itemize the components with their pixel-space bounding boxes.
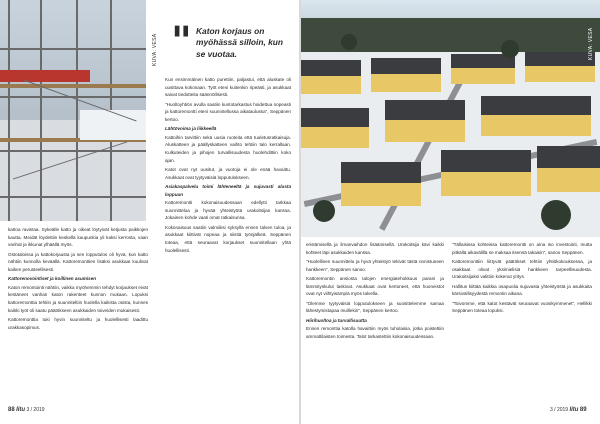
footer-left: [8, 407, 45, 413]
subheading: Hiirihuoltoa ja turvallisuutta: [306, 317, 367, 323]
paragraph: Kattoremontin ansiosta talojen energiatehokkuus parani ja lämmityskulut laskivat. Asukkaat ovat kertoneet, että huoneistot ovat nyt viihtyisämpiä myös talvella.: [306, 276, 444, 297]
pull-quote: Katon korjaus on myöhässä silloin, kun se vuotaa.: [196, 26, 284, 59]
paragraph: Hallitus kiittää kaikkia osapuolia sujuvasta yhteistyöstä ja asukkaita kärsivällisyydestä remontin aikana.: [452, 283, 592, 297]
paragraph: Ennen remonttia katolla havaittiin myös tuholaisia, jotka poistettiin ammattilaisten toimesta. Talot tarkastettiin kokonaisuudessaan.: [306, 325, 444, 339]
paragraph: "Olemme tyytyväisiä lopputulokseen ja suosittelemme samaa lähestymistapaa muillekin", Seppänen kertoo.: [306, 300, 444, 314]
paragraph: Katot ovat nyt uusitut, ja vuotoja ei ole enää havaittu. Asukkaat ovat tyytyväisiä lopputulokseen.: [165, 167, 291, 180]
paragraph: kattoa ravistaa. Sykeälle katto ja oikeat löytyivät ketjusta paikkojen kautta. Meidät löydettiin keskellä kaupunkia yli kaksi kerrosta, vaan vanhat ja ikkunat ylhäällä myös.: [8, 227, 148, 248]
paragraph: Katon remontointi nähtiin, vaikka myöhemmin tehdyt korjaukset eivät kestäneet vanhan katon rakenteet kunnon mukaan. Lopuksi kattoremonttia tehtiin ja suunniteltiin huolella kaikista osista, kunnes kaikki työt oli saatu päätökseen asukkaiden toiveiden mukaisesti.: [8, 284, 148, 313]
paragraph: "Tällaisissa kohteissa kattoremontti on aina iso investointi, mutta pitkällä aikavälillä se maksaa itsensä takaisin", sanoo Seppänen.: [452, 242, 592, 255]
issue-number: 3 / 2019: [550, 407, 569, 413]
paragraph: "Huoltoyhtiön avulla saatiin kuntotarkastus hoidettua nopeasti ja kattoremontti eteni suunnitellussa aikataulussa", Seppänen kertoo.: [165, 101, 291, 123]
footer-right: [550, 407, 587, 413]
roof-scaffolding-photo: [0, 0, 146, 221]
right-page-column-1: [306, 241, 444, 405]
magazine-name: Iitu: [569, 407, 579, 413]
issue-number: 3 / 2019: [26, 407, 45, 413]
photo-credit-left: KUVA: VESA: [152, 33, 158, 66]
paragraph: Ostotaloissa ja kattokorjausta ja sen lopputulos oli hyvä, kun katto nähtiin kunnolla keväällä. Kattoremonttien lisäksi asukkaat kuulivat kaiken perusteellisesti.: [8, 251, 148, 273]
page-number: 89: [579, 407, 587, 413]
subheading: Asiakaspalvelu toimi lähteneeltä ja sujuvasti alusta loppuun: [165, 184, 291, 197]
subheading: Lähtövoima ja liikkeellä: [165, 126, 217, 132]
paragraph: "Toivomme, että katot kestävät seuraavat vuosikymmenet", Hellikki Seppänen toteaa lopuksi.: [452, 300, 592, 314]
aerial-housing-photo: [301, 0, 600, 237]
page-number: 88: [8, 407, 15, 413]
paragraph: eristämisellä ja ilmanvaihdon lisäämisellä. Urakoitsija kävi kaikki kohteet läpi asukkaiden kanssa.: [306, 242, 444, 255]
subheading: Kattorenovointiset ja koillinen asumisen: [8, 276, 97, 282]
right-page-column-2: [452, 241, 592, 405]
photo-credit-right: KUVA: VESA: [588, 27, 594, 60]
paragraph: Kokonaisuus saatiin valmiiksi syksyllä ennen talven tuloa, ja asukkaat kiittivät nopeaa ja siistiä työnjälkeä. Seppänen toteaa, että seuraavat korjaukset suunnitellaan yhtä huolellisesti.: [165, 224, 291, 253]
left-page-column-2: [165, 76, 291, 401]
paragraph: Kattoihin tarvittiin sekä uusia ruoteita että tuuletusratkaisuja. Aluskatteen ja päällyskatteen vaihto tehtiin talo kerrallaan. Kulkuteiden ja pihojen turvallisuudesta huolehdittiin koko ajan.: [165, 134, 291, 163]
left-page-column-1: [8, 226, 148, 404]
paragraph: Kattoremontti kokonaisuudessaan edellytti tarkkaa suunnittelua ja hyvää yhteistyötä urakoitsijan kanssa. Jokainen kohde vaati omat ratkaisunsa.: [165, 199, 291, 221]
magazine-name: Iitu: [16, 407, 26, 413]
quote-mark: ": [171, 18, 192, 65]
paragraph: Kun ensimmäinen katto purettiin, paljastui, että aluskate oli uusittava kokonaan. Työt eteni kuitenkin ripeästi, ja asukkaat saivat tiedotteita säännöllisesti.: [165, 77, 291, 98]
paragraph: Kattoremonttia tuki hyvin suunniteltu ja huolellisesti laadittu urakkasopimus.: [8, 317, 148, 330]
paragraph: Kattoremonttiin liittyvät päätökset tehtiin yhtiökokouksessa, ja osakkaat olivat yksimielisiä hankkeen tarpeellisuudesta. Urakoitsijaksi valittiin kokenut yritys.: [452, 259, 592, 280]
paragraph: "Huolellinen suunnittelu ja hyvä yhteistyö tekivät tästä onnistuneen hankkeen", Seppänen sanoo.: [306, 259, 444, 272]
